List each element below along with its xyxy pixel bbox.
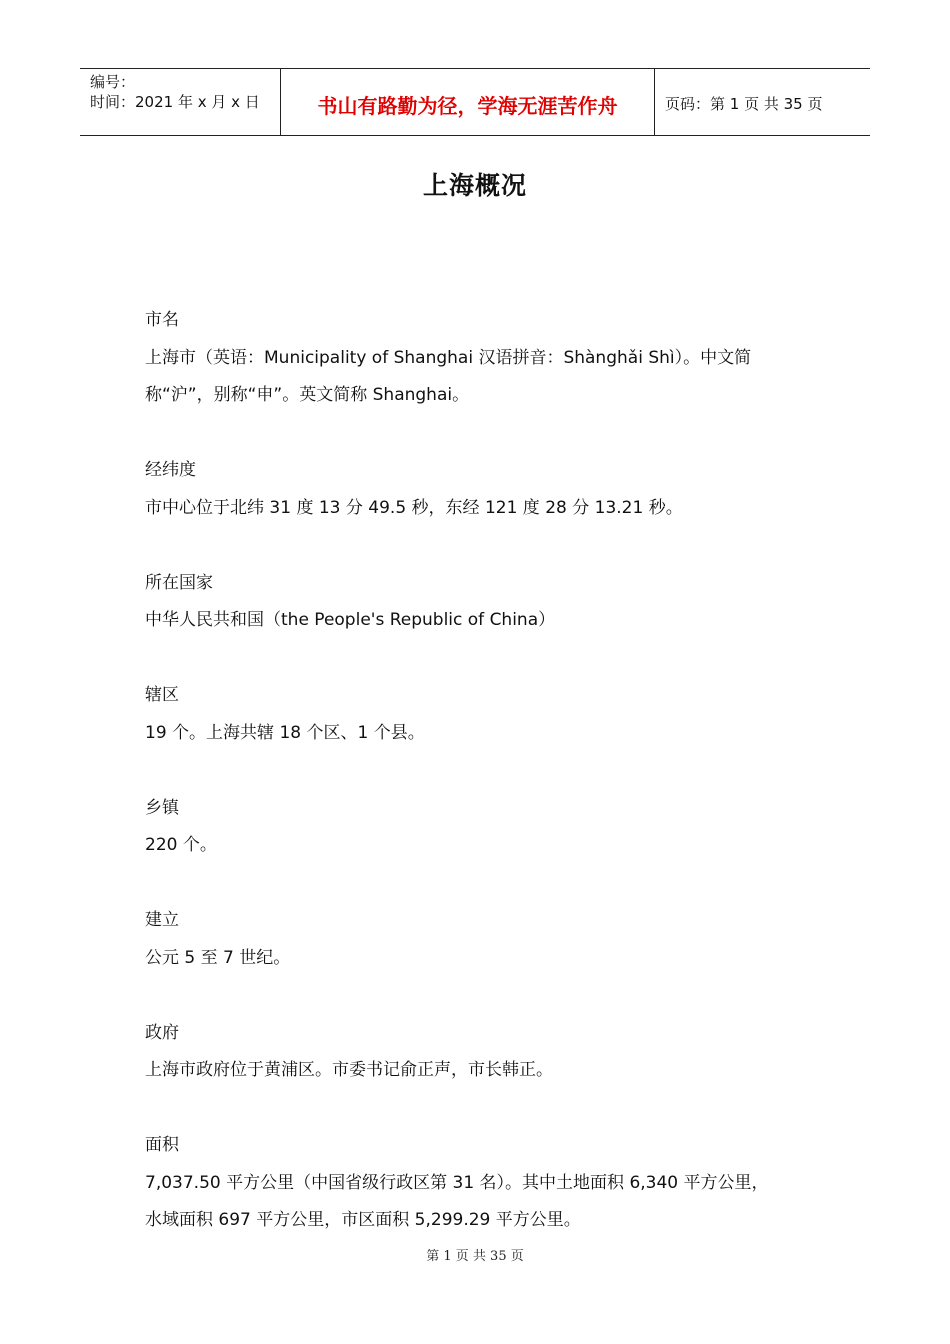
section-line: 称“沪”，别称“申”。英文简称 Shanghai。 (145, 385, 470, 405)
section-founded (145, 902, 835, 977)
section-line: 19 个。上海共辖 18 个区、1 个县。 (145, 722, 425, 743)
section-line: 中华人民共和国（the People's Republic of China） (145, 610, 556, 630)
section-line: 公元 5 至 7 世纪。 (145, 947, 291, 968)
section-heading: 市名 (145, 310, 179, 330)
section-line: 7,037.50 平方公里（中国省级行政区第 31 名）。其中土地面积 6,340 平方公里， (145, 1172, 769, 1193)
section-coordinates (145, 452, 835, 527)
section-government (145, 1015, 835, 1090)
section-heading: 面积 (145, 1135, 179, 1155)
section-districts (145, 677, 835, 752)
document-number-label: 编号： (90, 73, 136, 91)
section-line: 水域面积 697 平方公里，市区面积 5,299.29 平方公里。 (145, 1210, 581, 1230)
header-page-cell (655, 69, 870, 135)
section-towns (145, 790, 835, 865)
document-time-label: 时间：2021 年 x 月 x 日 (90, 93, 260, 111)
section-country (145, 565, 835, 640)
header-page-info: 页码：第 1 页 共 35 页 (665, 94, 823, 113)
page-footer: 第 1 页 共 35 页 (426, 1249, 524, 1264)
section-heading: 政府 (145, 1022, 179, 1043)
section-heading: 乡镇 (145, 797, 179, 818)
document-body (145, 302, 835, 1277)
header-meta-cell (80, 69, 281, 135)
section-area (145, 1127, 835, 1240)
section-heading: 辖区 (145, 685, 179, 705)
section-heading: 经纬度 (145, 460, 196, 480)
section-line: 上海市（英语：Municipality of Shanghai 汉语拼音：Shànghǎi Shì）。中文简 (145, 347, 752, 368)
page-header (80, 68, 870, 136)
header-motto-cell (281, 69, 655, 135)
document-title: 上海概况 (422, 171, 527, 200)
section-line: 市中心位于北纬 31 度 13 分 49.5 秒，东经 121 度 28 分 13.21 秒。 (145, 497, 683, 518)
section-city-name (145, 302, 835, 415)
section-heading: 所在国家 (145, 572, 213, 593)
section-line: 220 个。 (145, 835, 217, 855)
section-line: 上海市政府位于黄浦区。市委书记俞正声，市长韩正。 (145, 1060, 553, 1080)
header-motto: 书山有路勤为径，学海无涯苦作舟 (317, 93, 618, 118)
section-heading: 建立 (145, 910, 179, 930)
